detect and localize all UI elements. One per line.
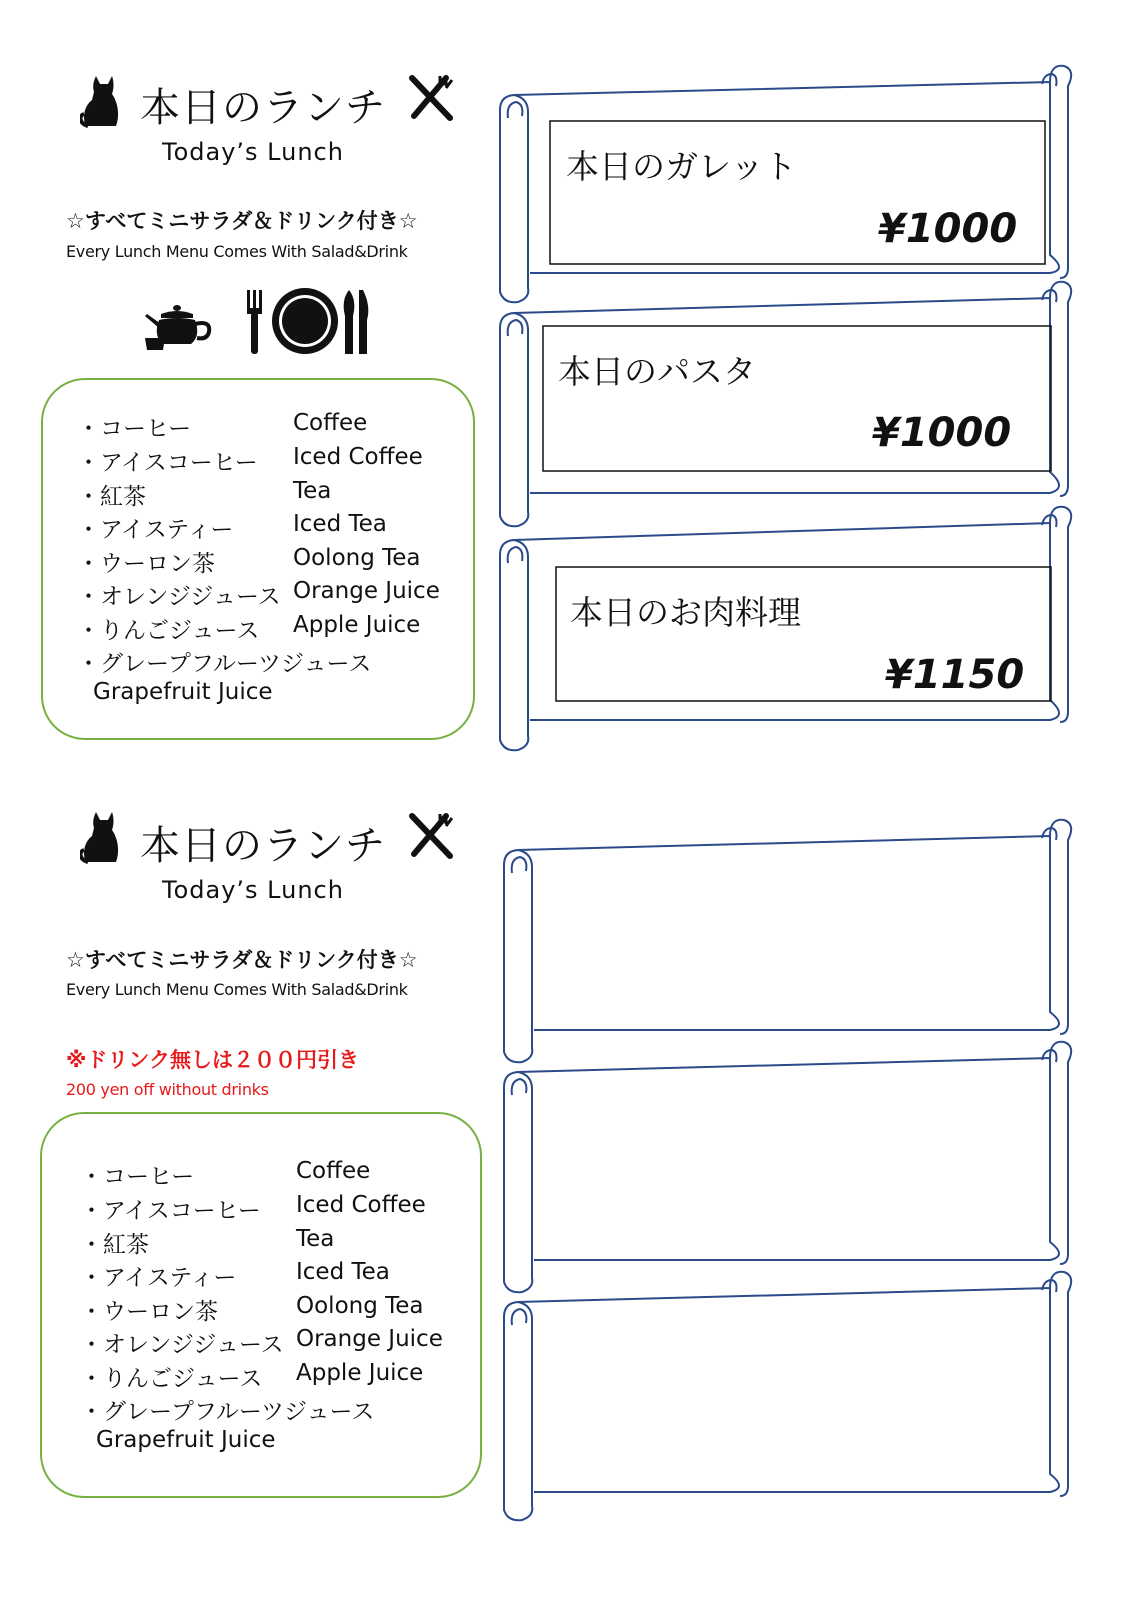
list-item: ・コーヒー Coffee	[80, 1158, 371, 1190]
list-item: ・オレンジジュース Orange Juice	[80, 1326, 443, 1358]
list-item-continued: Grapefruit Juice	[93, 679, 273, 705]
list-item: ・ウーロン茶 Oolong Tea	[77, 545, 421, 577]
list-item: ・コーヒー Coffee	[77, 410, 368, 442]
list-item: ・グレープフルーツジュース	[80, 1399, 375, 1425]
list-item: ・グレープフルーツジュース	[77, 651, 372, 677]
menu-item-name: 本日のガレット	[566, 147, 797, 186]
included-notice-en: Every Lunch Menu Comes With Salad&Drink	[66, 980, 408, 999]
list-item: ・アイスコーヒー Iced Coffee	[77, 444, 423, 476]
included-notice: ☆すべてミニサラダ＆ドリンク付き☆	[66, 948, 418, 972]
page-title: 本日のランチ	[140, 823, 386, 869]
list-item: ・りんごジュース Apple Juice	[77, 612, 421, 644]
menu-item-price: ¥1000	[872, 410, 1012, 456]
menu-item-price: ¥1000	[878, 206, 1018, 252]
menu-scrolls-bottom	[0, 790, 1137, 1530]
list-item: ・りんごジュース Apple Juice	[80, 1360, 424, 1392]
menu-item-name: 本日のパスタ	[558, 352, 756, 391]
page-title: 本日のランチ	[140, 85, 386, 131]
page-subtitle: Today’s Lunch	[162, 876, 344, 904]
list-item: ・アイスティー Iced Tea	[80, 1259, 390, 1291]
discount-notice-en: 200 yen off without drinks	[66, 1080, 269, 1099]
menu-item-name: 本日のお肉料理	[570, 593, 801, 632]
list-item: ・ウーロン茶 Oolong Tea	[80, 1293, 424, 1325]
included-notice: ☆すべてミニサラダ＆ドリンク付き☆	[66, 209, 418, 233]
list-item: ・紅茶 Tea	[77, 478, 332, 510]
list-item: ・紅茶 Tea	[80, 1226, 335, 1258]
list-item: ・アイスティー Iced Tea	[77, 511, 387, 543]
list-item: ・アイスコーヒー Iced Coffee	[80, 1192, 426, 1224]
list-item: ・オレンジジュース Orange Juice	[77, 578, 440, 610]
list-item-continued: Grapefruit Juice	[96, 1427, 276, 1453]
discount-notice: ※ドリンク無しは２００円引き	[66, 1048, 359, 1072]
menu-item-price: ¥1150	[885, 652, 1025, 698]
included-notice-en: Every Lunch Menu Comes With Salad&Drink	[66, 242, 408, 261]
page-subtitle: Today’s Lunch	[162, 138, 344, 166]
